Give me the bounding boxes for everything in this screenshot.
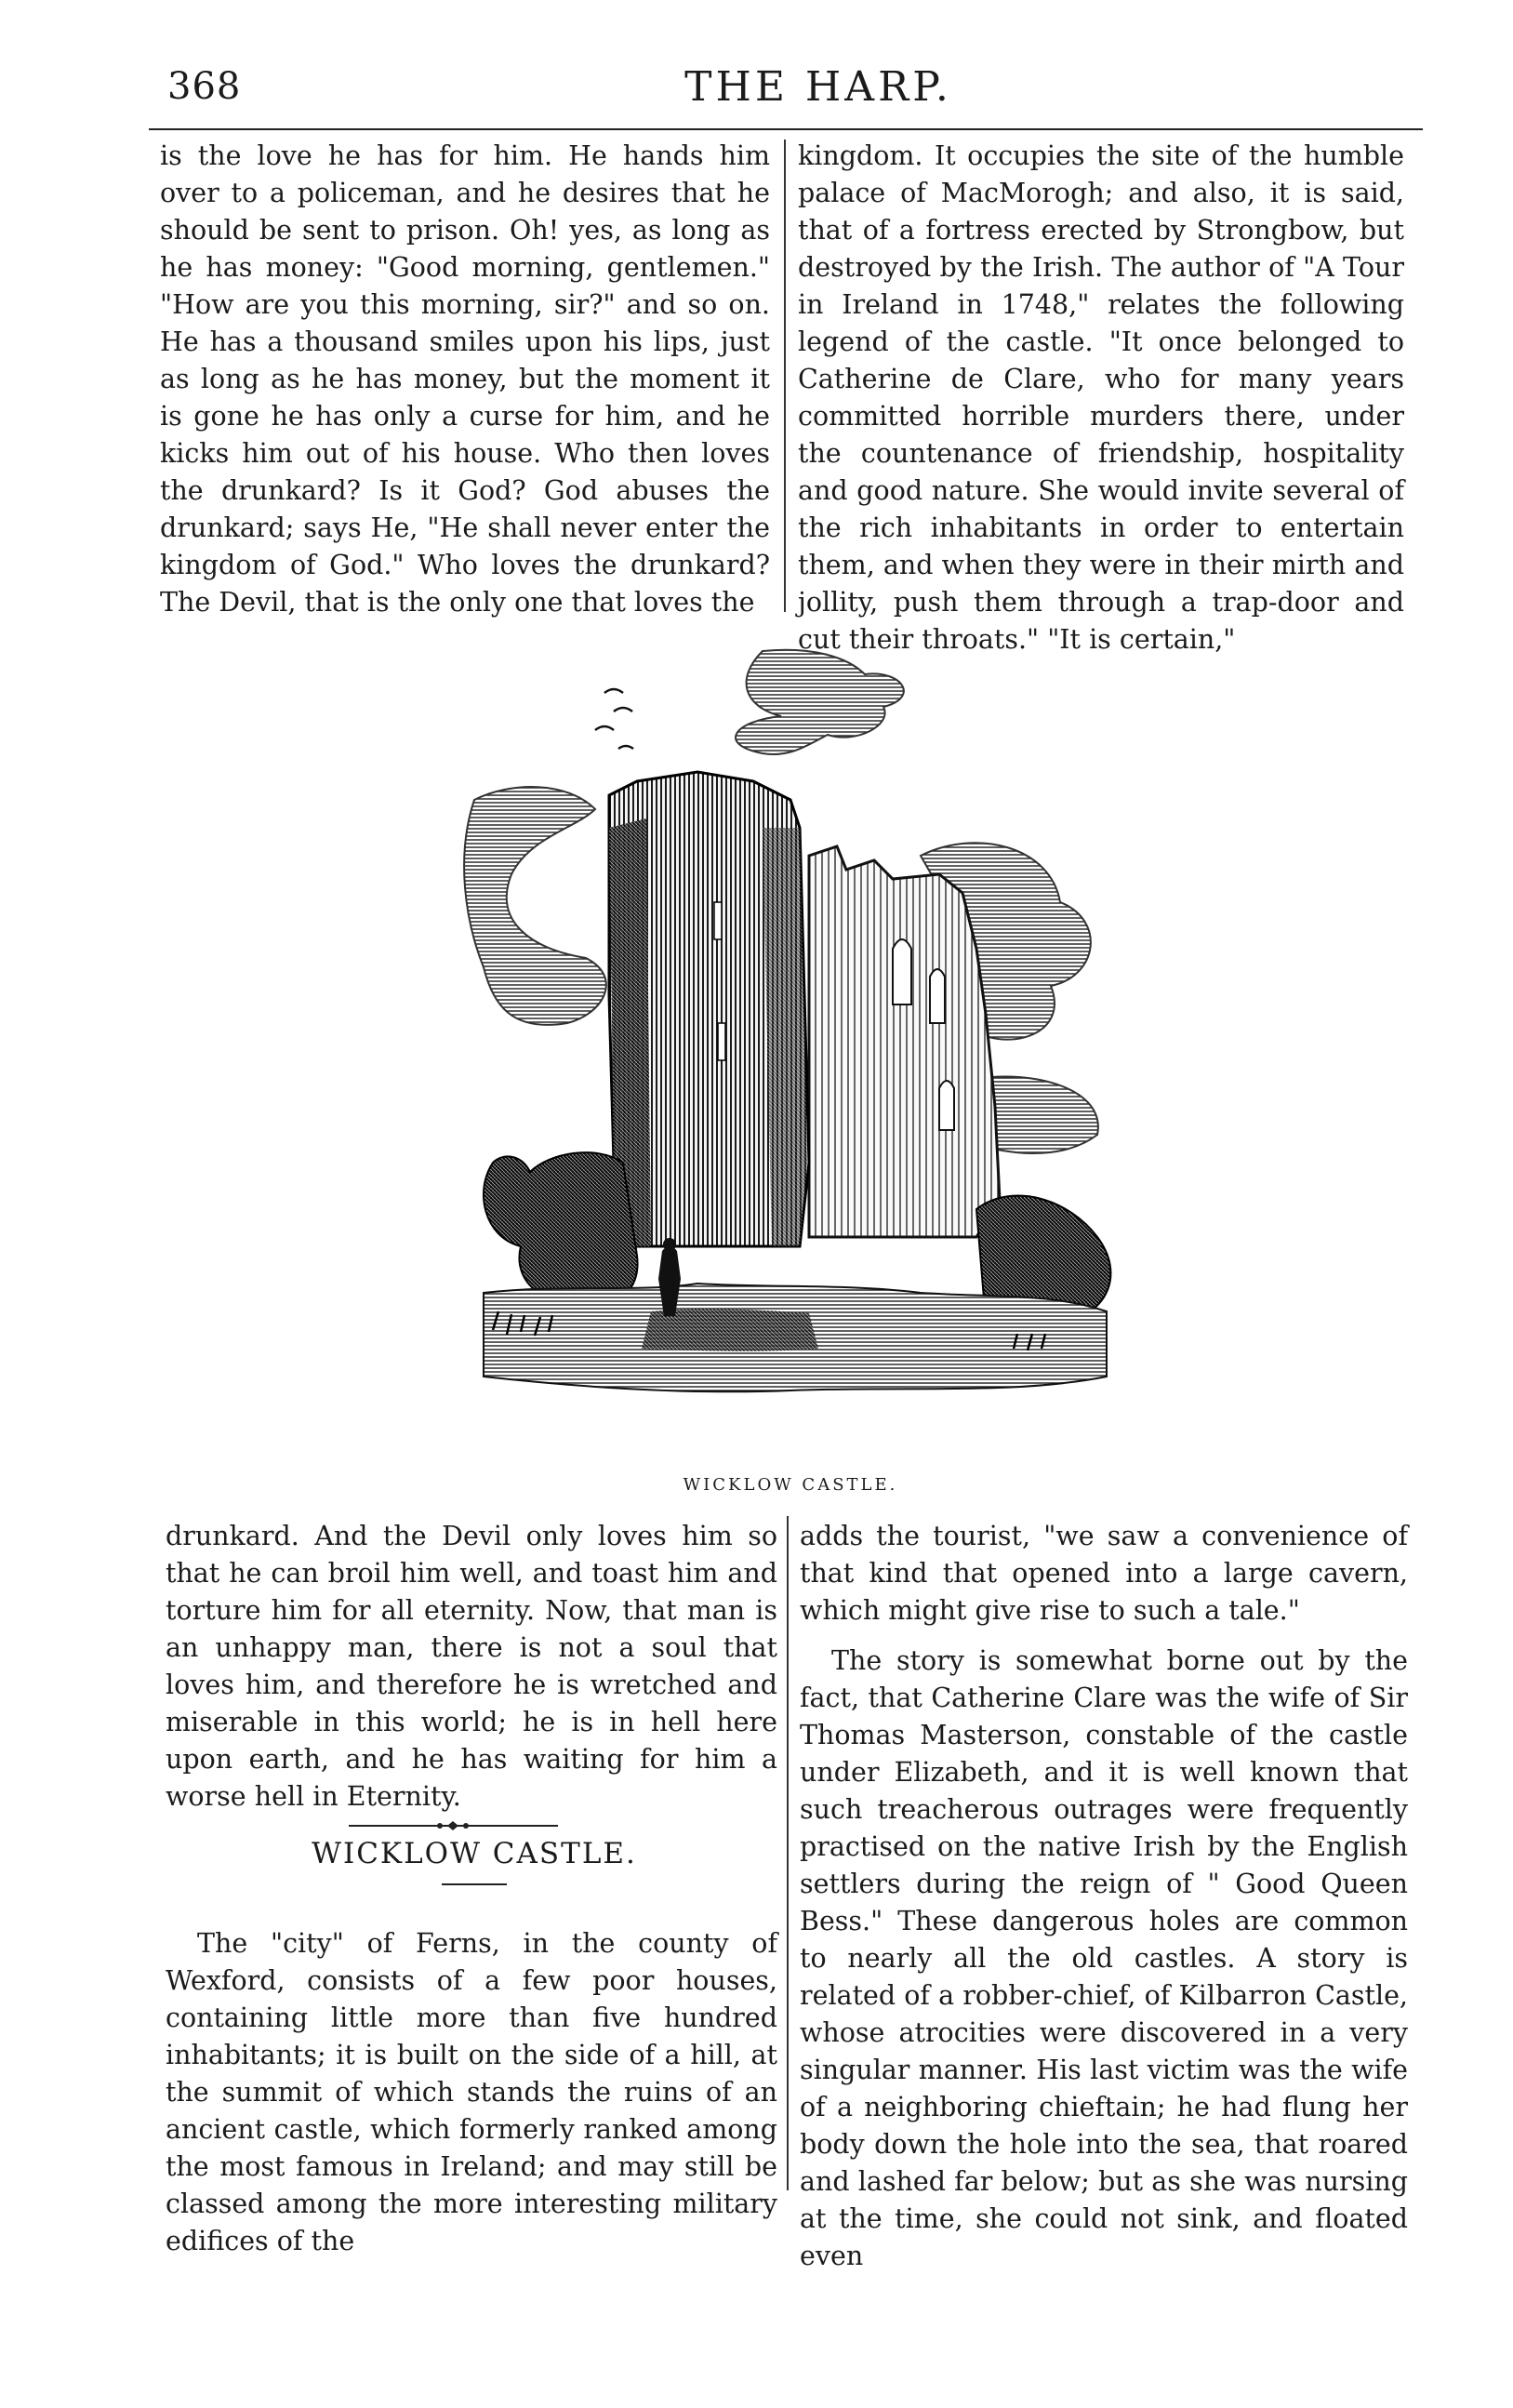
- castle-engraving-image: [456, 642, 1125, 1442]
- header-rule: [149, 128, 1423, 130]
- paragraph-bottom-left-1: drunkard. And the Devil only loves him so that he can broil him well, and toast him and torture him for all eternity. Now, that man is an unhappy man, there is not a soul that loves him, and therefore he is wretched and miserable in this world; he is in hell here upon earth, and he has waiting for him a worse hell in Eternity.: [166, 1521, 777, 1812]
- column-bottom-left: [166, 1518, 777, 2260]
- paragraph-bottom-right-2: The story is somewhat borne out by the fact, that Catherine Clare was the wife of Sir Thomas Masterson, constable of the castle under Elizabeth, and it is well known that such treacherous outrages were frequently practised on the native Irish by the English settlers during the reign of " Good Queen Bess." These dangerous holes are common to nearly all the old castles. A story is related of a robber-chief, of Kilbarron Castle, whose atrocities were discovered in a very singular manner. His last victim was the wife of a neighboring chieftain; he had flung her body down the hole into the sea, that roared and lashed far below; but as she was nursing at the time, she could not sink, and floated even: [800, 1645, 1408, 2271]
- heading-underline: [442, 1883, 507, 1885]
- paragraph-bottom-left-2: The "city" of Ferns, in the county of Wexford, consists of a few poor houses, containing little more than five hundred inhabitants; it is built on the side of a hill, at the summit of which stands the ruins of an ancient castle, which formerly ranked among the most famous in Ireland; and may still be classed among the more interesting military edifices of the: [166, 1928, 777, 2256]
- column-divider-top: [784, 140, 786, 612]
- running-title: THE HARP.: [684, 63, 952, 111]
- castle-engraving: [456, 642, 1125, 1442]
- paragraph-bottom-right-1: adds the tourist, "we saw a convenience of that kind that opened into a large cavern, which might give rise to such a tale.": [800, 1521, 1408, 1626]
- section-heading: WICKLOW CASTLE.: [312, 1837, 637, 1870]
- paragraph-top-left: is the love he has for him. He hands him over to a policeman, and he desires that he should be sent to prison. Oh! yes, as long as he has money: "Good morning, gentlemen." "How are you this morning, sir?" and so on. He has a thousand smiles upon his lips, just as long as he has money, but the moment it is gone he has only a curse for him, and he kicks him out of his house. Who then loves the drunkard? Is it God? God abuses the drunkard; says He, "He shall never enter the kingdom of God." Who loves the drunkard? The Devil, that is the only one that loves the: [160, 140, 770, 618]
- page-number: 368: [167, 65, 242, 108]
- column-divider-bottom: [787, 1516, 789, 2190]
- column-top-left: [160, 138, 770, 621]
- paragraph-top-right: kingdom. It occupies the site of the humble palace of MacMorogh; and also, it is said, that of a fortress erected by Strongbow, but destroyed by the Irish. The author of "A Tour in Ireland in 1748," relates the following legend of the castle. "It once belonged to Catherine de Clare, who for many years committed horrible murders there, under the countenance of friendship, hospitality and good nature. She would invite several of the rich inhabitants in order to entertain them, and when they were in their mirth and jollity, push them through a trap-door and cut their throats." "It is certain,": [798, 140, 1404, 655]
- column-top-right: [798, 138, 1404, 659]
- section-ornament: [349, 1821, 558, 1830]
- heading-spacer: [166, 1816, 777, 1925]
- figure-caption: WICKLOW CASTLE.: [683, 1475, 898, 1495]
- column-bottom-right: [800, 1518, 1408, 2275]
